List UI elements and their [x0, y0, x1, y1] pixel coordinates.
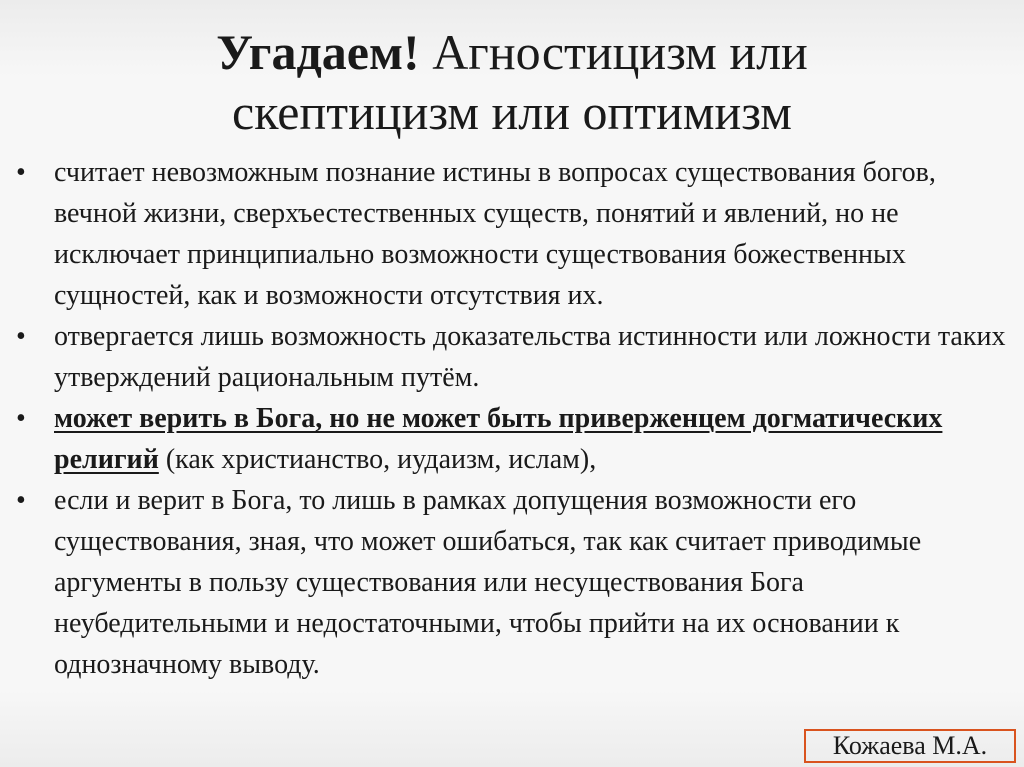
- bullet-marker: •: [16, 403, 26, 434]
- bullet-list: [14, 152, 1014, 685]
- author-label: Кожаева М.А.: [804, 729, 1016, 763]
- bullet-marker: •: [16, 321, 26, 352]
- title-line-1-rest: Агностицизм или: [419, 24, 808, 80]
- bullet-emphasis-text: может верить в Бога, но не может быть приверженцем догматических религий: [54, 403, 943, 475]
- bullet-marker: •: [16, 485, 26, 516]
- title-line-2: скептицизм или оптимизм: [232, 84, 792, 140]
- bullet-item: [14, 152, 1014, 316]
- bullet-text: отвергается лишь возможность доказательства истинности или ложности таких утверждений рациональным путём.: [54, 321, 1006, 393]
- bullet-text: считает невозможным познание истины в вопросах существования богов, вечной жизни, сверхъестественных существ, понятий и явлений, но не исключает принципиально возможности существования божественных сущностей, как и возможности отсутствия их.: [54, 157, 936, 311]
- title-line-1: [0, 22, 1024, 82]
- slide-title: [0, 22, 1024, 142]
- title-bold-part: Угадаем!: [216, 24, 420, 80]
- bullet-text: (как христианство, иудаизм, ислам),: [158, 444, 597, 475]
- bullet-marker: •: [16, 157, 26, 188]
- bullet-item: [14, 398, 1014, 480]
- bullet-text: если и верит в Бога, то лишь в рамках допущения возможности его существования, зная, что может ошибаться, так как считает приводимые аргументы в пользу существования или несуществования Бога неубедительными и недостаточными, чтобы прийти на их основании к однозначному выводу.: [54, 485, 922, 680]
- bullet-item: [14, 316, 1014, 398]
- bullet-item: [14, 480, 1014, 685]
